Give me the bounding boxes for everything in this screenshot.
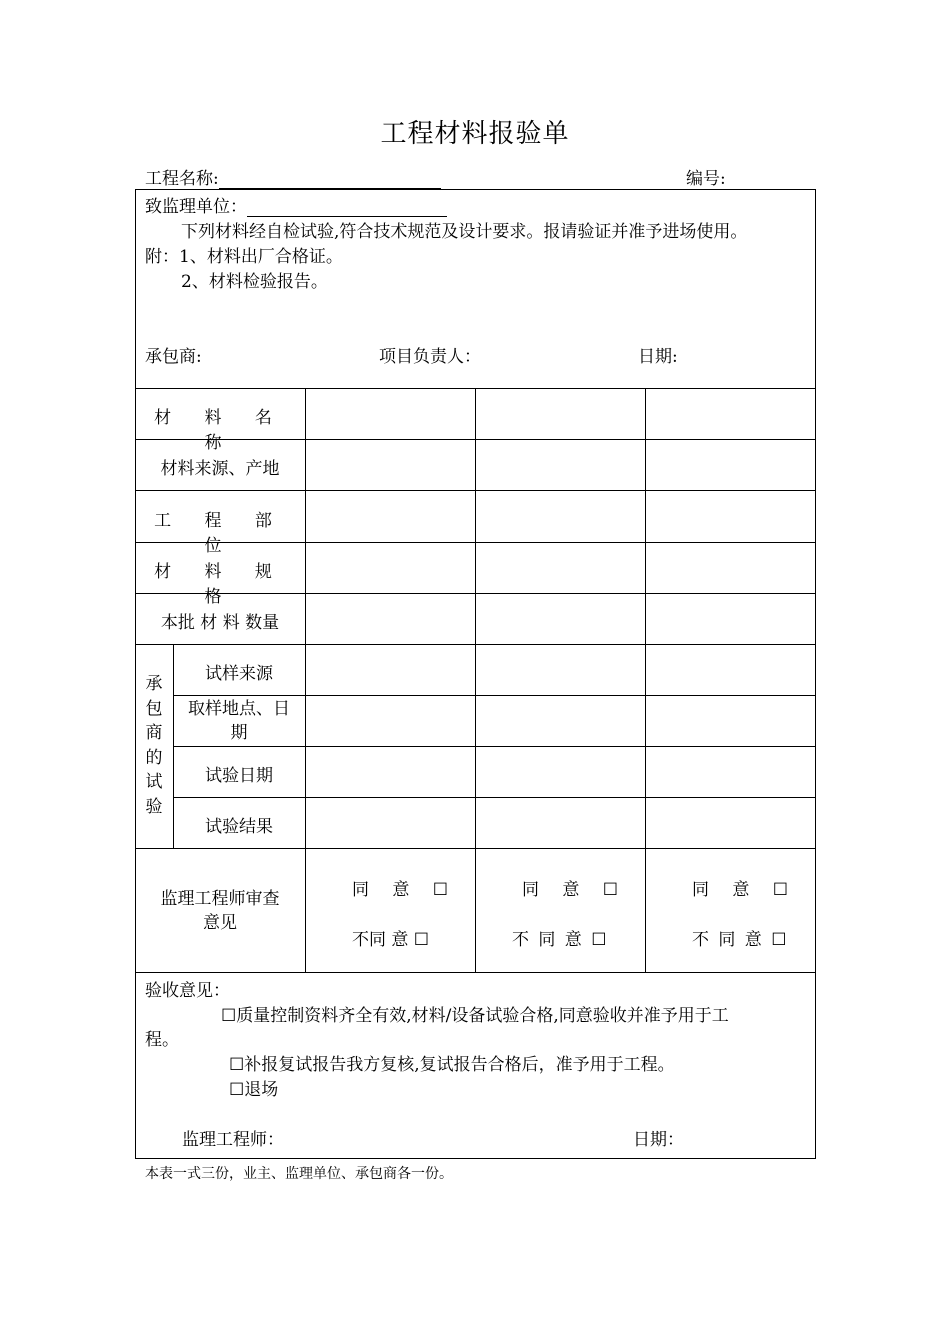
project-name-underline[interactable] (219, 170, 441, 189)
row-label-material-source: 材料来源、产地 (160, 459, 280, 479)
agree-checkbox-3[interactable]: 同 意 ☐ (692, 880, 789, 900)
disagree-checkbox-1[interactable]: 不同 意 ☐ (352, 930, 430, 950)
project-manager-label: 项目负责人： (379, 347, 481, 367)
acceptance-option-2[interactable]: ☐补报复试报告我方复核,复试报告合格后，准予用于工程。 (229, 1055, 675, 1075)
supervision-unit-label: 致监理单位： (145, 197, 247, 217)
row-label-test-date: 试验日期 (205, 766, 273, 786)
row-label-batch-quantity: 本批 材 料 数量 (160, 613, 280, 633)
divider (173, 695, 816, 696)
agree-checkbox-2[interactable]: 同 意 ☐ (522, 880, 619, 900)
attachment-1: 附：1、材料出厂合格证。 (145, 247, 343, 267)
intro-date-label: 日期: (638, 347, 678, 367)
contractor-label: 承包商: (145, 347, 202, 367)
engineer-signature-label: 监理工程师： (182, 1130, 284, 1150)
acceptance-option-3[interactable]: ☐退场 (229, 1080, 279, 1100)
project-name-field[interactable] (145, 164, 441, 189)
review-label: 监理工程师审查 意见 (160, 889, 280, 933)
row-label-test-result: 试验结果 (205, 817, 273, 837)
project-name-label: 工程名称: (145, 169, 219, 189)
divider (645, 388, 646, 972)
acceptance-label: 验收意见： (145, 981, 230, 1001)
attachment-2: 2、材料检验报告。 (181, 272, 328, 292)
supervision-unit-field[interactable] (145, 192, 447, 217)
divider (135, 972, 816, 973)
row-label-material-spec: 材 料 规 格 (154, 562, 286, 607)
row-label-project-part: 工 程 部 位 (154, 511, 286, 556)
disagree-checkbox-2[interactable]: 不 同 意 ☐ (512, 930, 607, 950)
form-title: 工程材料报验单 (380, 119, 570, 149)
row-label-sample-source: 试样来源 (205, 664, 273, 684)
row-label-material-name: 材 料 名 称 (154, 408, 286, 453)
number-label: 编号: (686, 169, 726, 189)
contractor-test-group-label: 承 包 商 的 试 验 (145, 674, 163, 817)
agree-checkbox-1[interactable]: 同 意 ☐ (352, 880, 449, 900)
divider (305, 388, 306, 972)
footer-note: 本表一式三份，业主、监理单位、承包商各一份。 (145, 1166, 453, 1182)
acceptance-option-1-cont: 程。 (145, 1030, 179, 1050)
divider (173, 797, 816, 798)
divider (173, 746, 816, 747)
statement-text: 下列材料经自检试验,符合技术规范及设计要求。报请验证并准予进场使用。 (181, 222, 748, 242)
disagree-checkbox-3[interactable]: 不 同 意 ☐ (692, 930, 787, 950)
divider (475, 388, 476, 972)
row-label-sample-place-date: 取样地点、日 期 (188, 699, 290, 743)
acceptance-option-1[interactable]: ☐质量控制资料齐全有效,材料/设备试验合格,同意验收并准予用于工 (221, 1006, 729, 1026)
acceptance-date-label: 日期： (633, 1130, 684, 1150)
supervision-unit-underline[interactable] (247, 198, 447, 217)
